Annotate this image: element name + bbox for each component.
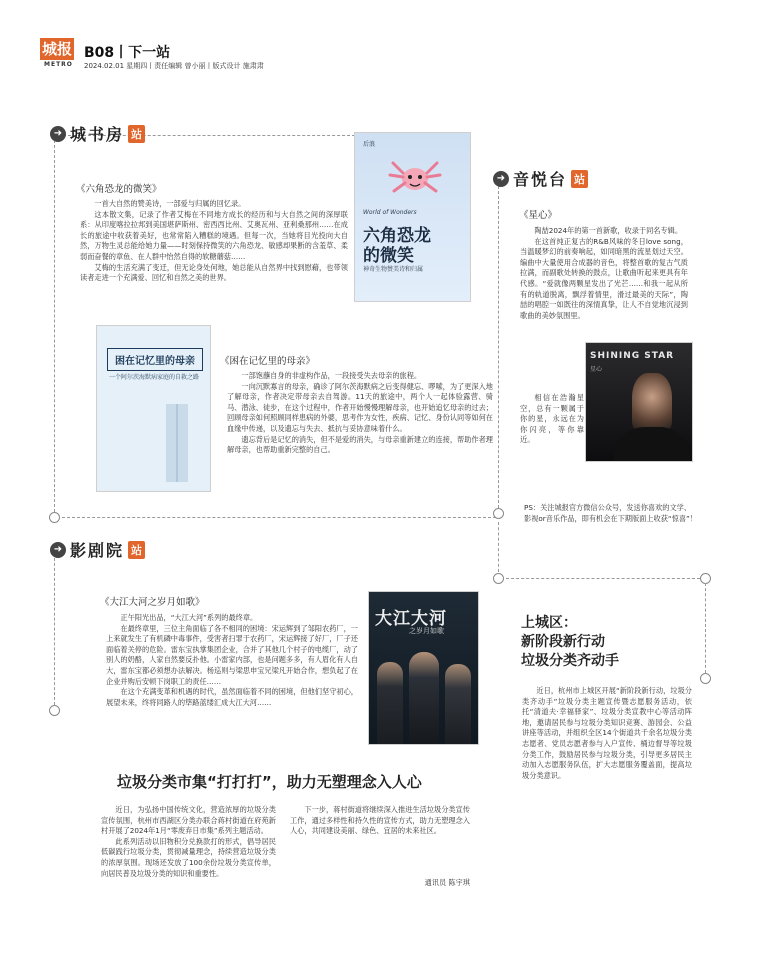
frame-node: [700, 673, 711, 684]
paragraph: 在这个充满变革和机遇的时代，虽然面临着不同的困境，但他们坚守初心，展望未来，终将同路人的筚路蓝缕汇成大江大河……: [106, 687, 358, 707]
cover-en-title: World of Wonders: [363, 209, 417, 216]
book-cover-axolotl: [355, 133, 470, 301]
article-title: 《六角恐龙的微笑》: [76, 184, 162, 195]
side-title-line: 垃圾分类齐动手: [521, 653, 619, 669]
poster-title: 大江大河: [375, 609, 447, 629]
cover-title-line2: 的微笑: [363, 246, 414, 266]
side-article-body: [522, 686, 692, 781]
news-body-col1: [101, 805, 276, 879]
paragraph: 近日，杭州市上城区开展“新阶段新行动，垃圾分类齐动手”垃圾分类主题宣传暨志愿服务活动，依托“清道夫·幸福驿家”、垃圾分类宣教中心等活动阵地，邀请居民参与垃圾分类知识竞赛、游园会、公益讲座等活动，并组织全区14个街道共千余名垃圾分类志愿者、党员志愿者参与入户宣传、桶边督导等垃圾分类工作，鼓励居民参与垃圾分类，引导更多居民主动加入志愿服务队伍，扩大志愿服务覆盖面，提高垃圾分类意识。: [522, 686, 692, 780]
paragraph: 遗忘背后是记忆的消失，但不是爱的消失，与母亲重新建立的连接，帮助作者理解母亲，也帮助重新完整的自己。: [227, 434, 493, 455]
cast-figure: [377, 662, 403, 744]
article-body: [227, 371, 493, 456]
arrow-right-icon: ➜: [493, 171, 509, 187]
album-subtitle: 星心: [590, 366, 603, 373]
newspaper-logo: 城报: [41, 40, 72, 58]
paragraph: 在这首纯正复古的R&B风味的冬日love song，当温暖梦幻的前奏响起，如同暗黑的流星划过天空。编曲中大量使用合成器的音色，将整首歌的复古气质拉满，而副歌处转换的鼓点，让歌曲听起来更具有年代感。“爱就像两颗星发出了光芒……和我一起从所有的轨道脱离，飘浮着情里，滑过最美的天际”，陶喆的唱腔一如既往的深情真挚，让人不自觉地沉浸到歌曲的美妙氛围里。: [520, 236, 688, 320]
cast-figure: [409, 652, 439, 744]
frame-node: [493, 573, 504, 584]
frame-line-film-left: [54, 553, 55, 705]
section-header-books: [50, 122, 145, 145]
section-tag: 站: [571, 170, 588, 188]
cover-subtitle: 神奇生物赞美诗和归属: [363, 266, 424, 273]
section-tag: 站: [128, 125, 145, 143]
article-title: 《困在记忆里的母亲》: [220, 356, 316, 367]
frame-node: [49, 705, 60, 716]
paragraph: 一部饱蘸自身的非虚构作品，一段接受失去母亲的旅程。: [241, 371, 422, 380]
side-title-line: 新阶段新行动: [521, 634, 605, 650]
article-title: 《星心》: [519, 210, 558, 221]
artist-photo: [632, 373, 672, 433]
cast-figure: [445, 664, 471, 744]
paragraph: 一首大自然的赞美诗，一部爱与归属的回忆录。: [94, 199, 246, 208]
ps-note: PS：关注城报官方微信公众号，发送你喜欢的文学、影视or音乐作品，即有机会在下期版面上收获“惊喜”！: [524, 503, 697, 523]
book-figure-illustration-icon: [152, 394, 202, 484]
frame-node: [49, 512, 60, 523]
paragraph: 艾梅的生活充满了变迁，但无论身处何地，她总能从自然界中找到慰藉，也带领读者走进一个充满爱、回忆和自然之美的世界。: [80, 262, 348, 283]
publisher-label: 后浪: [363, 141, 376, 148]
paragraph: 一向沉默寡言的母亲，确诊了阿尔茨海默病之后变得健忘、啰嗦，为了更深入地了解母亲，作者决定带母亲去自驾游。11天的旅途中，两个人一起体验露营、骑马、潜泳、徒步，在这个过程中，作者开始慢慢理解母亲，也开始追忆母亲的过去；回顾母亲如何照顾同样患病的外婆，思考作为女性，疾病、记忆、身份认同等如何在血缘中传递，以及遗忘与失去、抵抗与妥协意味着什么。: [227, 381, 493, 433]
album-cover: [586, 343, 692, 461]
arrow-right-icon: ➜: [50, 542, 66, 558]
section-header-music: [493, 167, 588, 190]
artist-shoulders: [614, 427, 690, 461]
cover-title: 困在记忆里的母亲: [107, 348, 203, 371]
side-title-line: 上城区：: [521, 615, 577, 631]
news-byline: 通讯员 陈宇琪: [424, 878, 470, 887]
paragraph: 近日，为弘扬中国传统文化，营造浓厚的垃圾分类宣传氛围，杭州市西湖区分类办联合蒋村街道在府苑新村开展了2024年1月“零废弃日市集”系列主题活动。: [101, 805, 276, 836]
news-body-col2: [290, 805, 470, 837]
news-headline: 垃圾分类市集“打打打”，助力无塑理念入人心: [117, 773, 422, 791]
section-tag: 站: [128, 541, 145, 559]
article-body: [80, 199, 348, 284]
paragraph: 此系列活动以旧物积分兑换款打的形式，倡导居民低碳践行垃圾分类，贯彻减量理念，持续营造垃圾分类的浓厚氛围。现场还发放了100余份垃圾分类宣传单，向居民普及垃圾分类的知识和重要性。: [101, 836, 276, 878]
cover-title-line1: 六角恐龙: [363, 226, 431, 246]
paragraph: 下一步，蒋村街道将继续深入推进生活垃圾分类宣传工作，通过多样性和持久性的宣传方式，助力无塑理念入人心，共同建设美丽、绿色、宜居的未来社区。: [290, 805, 470, 836]
article-body: [520, 226, 688, 321]
section-title: 影剧院: [70, 541, 125, 560]
logo-subtitle: METRO: [44, 61, 73, 68]
side-article-title: [521, 614, 619, 671]
album-title: SHINING STAR: [590, 351, 675, 361]
frame-line-side-right: [705, 583, 706, 673]
section-title: 音悦台: [513, 170, 568, 189]
poster-subtitle: 之岁月如歌: [409, 627, 444, 635]
section-title: 城书房: [70, 125, 125, 144]
drama-poster: [369, 592, 478, 744]
paragraph: 相信在浩瀚星空，总有一颗属于你的星，永远在为你闪亮，等你靠近。: [520, 393, 584, 445]
article-title: 《大江大河之岁月如歌》: [100, 597, 205, 608]
section-header-film: [50, 538, 145, 561]
book-cover-mother: [97, 326, 210, 491]
frame-line-left: [54, 140, 55, 512]
paragraph: 陶喆2024年的第一首新歌，收录于同名专辑。: [534, 226, 683, 235]
frame-line-right-mid: [498, 522, 499, 572]
paragraph: 在最终章里，三位主角面临了各不相同的困境：宋运辉到了邹阳农药厂，一上来就发生了有机磷中毒事件，受害者扫罪于农药厂，宋运辉接了好厂，厂子还面临着关停的危险。雷东宝执掌集团企业，合并了其他几个村子的电缆厂，动了别人的奶酪，人家自然要反扑他。小雷家内部，也是问题多多，有人眉化有人自大，雷东宝都必须想办法解决。杨巡则与梁思申宝兄梁凡开始合作，想负起了在企业并购后安顿下岗职工的责任……: [106, 623, 358, 686]
frame-line-middle: [62, 517, 496, 518]
arrow-right-icon: ➜: [50, 126, 66, 142]
article-body-wrap: [520, 393, 584, 446]
axolotl-illustration-icon: [385, 149, 445, 207]
frame-line-right-top: [498, 186, 499, 508]
paragraph: 正午阳光出品，“大江大河”系列的最终章。: [120, 613, 258, 622]
frame-line-side: [506, 578, 700, 579]
frame-node: [493, 508, 504, 519]
cover-subtitle: 一个阿尔茨海默病家庭的自救之路: [109, 374, 200, 381]
page-meta: 2024.02.01 星期四丨责任编辑 曾小丽丨版式设计 施肃肃: [84, 62, 264, 70]
page-number: B08丨下一站: [84, 45, 171, 61]
paragraph: 这本散文集，记录了作者艾梅在不同地方成长的经历和与大自然之间的深厚联系：从印度喀拉拉邦到美国堪萨斯州、密西西比州、艾奥瓦州、亚利桑那州……在成长的旅途中收获着美好，也常常陷入糟糕的境遇。但每一次，当她将目光投向大自然，万物生灵总能给她力量——时刻保持微笑的六角恐龙、敏感却果断的含羞草、柔弱而奋餐的章鱼、在人群中怡然自得的软糖蘑菇……: [80, 209, 348, 261]
article-body: [106, 613, 358, 708]
